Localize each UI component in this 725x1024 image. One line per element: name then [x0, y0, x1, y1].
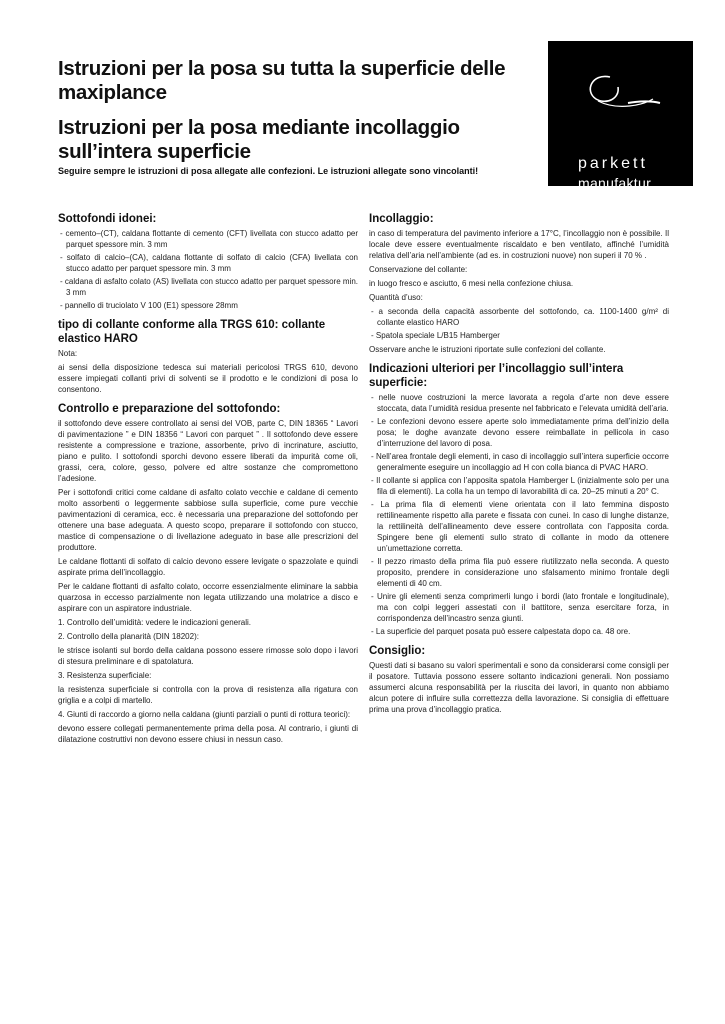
- parkett-manufaktur-logo: [548, 41, 693, 201]
- list-item: - Unire gli elementi senza comprimerli lungo i bordi (lato frontale e longitudinale), ma con colpi leggeri assestati con il battitore, senza esercitare forza, in corrispondenza dell’incastro senza giunti.: [369, 591, 669, 624]
- quantita-label: Quantità d’uso:: [369, 293, 423, 302]
- conservazione-label: Conservazione del collante:: [369, 265, 468, 274]
- step-planarita: 2. Controllo della planarità (DIN 18202):: [58, 632, 199, 641]
- heading-consiglio: Consiglio:: [369, 645, 426, 657]
- list-item: - Nell’area frontale degli elementi, in caso di incollaggio sull’intera superficie occorre generalmente eseguire un incollaggio ad H con colla bianca di PVAC HARO.: [369, 451, 669, 473]
- step-resistenza: 3. Resistenza superficiale:: [58, 671, 152, 680]
- list-item: - Il pezzo rimasto della prima fila può essere riutilizzato nella seconda. A questo proposito, prendere in considerazione uno sfalsamento minimo frontale degli elementi di 40 cm.: [369, 556, 669, 589]
- list-item: - Le confezioni devono essere aperte solo immediatamente prima dell’inizio della posa; le doghe avanzate devono essere reimballate in pellicola in caso d’interruzione del lavoro di posa.: [369, 416, 669, 449]
- list-item: - caldana di asfalto colato (AS) livellata con stucco adatto per parquet spessore min. 3 mm: [58, 276, 358, 298]
- step-giunti: 4. Giunti di raccordo a giorno nella caldana (giunti parziali o punti di rottura teorici):: [58, 710, 351, 719]
- heading-incollaggio: Incollaggio:: [369, 213, 434, 225]
- heading-sottofondi: Sottofondi idonei:: [58, 213, 157, 225]
- list-item: - solfato di calcio–(CA), caldana flottante di solfato di calcio (CFA) livellata con stucco adatto per parquet spessore min. 3 mm: [58, 252, 358, 274]
- list-item: - pannello di truciolato V 100 (E1) spessore 28mm: [58, 300, 358, 311]
- nota-text: ai sensi della disposizione tedesca sui materiali pericolosi TRGS 610, devono essere impiegati collanti privi di solventi se il prodotto e le condizioni di posa lo consentono.: [58, 363, 358, 394]
- title-maxiplance: Istruzioni per la posa su tutta la superficie delle maxiplance: [58, 57, 506, 104]
- list-item: - a seconda della capacità assorbente del sottofondo, ca. 1100-1400 g/m² di collante elastico HARO: [369, 306, 669, 328]
- heading-controllo: Controllo e preparazione del sottofondo:: [58, 403, 281, 415]
- nota-label: Nota:: [58, 349, 78, 358]
- paragraph: Per le caldane flottanti di asfalto colato, occorre essenzialmente eliminare la sabbia quarzosa in eccesso parzialmente non legata utilizzando una molatrice a disco e aspirare con un aspiratore industriale.: [58, 582, 358, 613]
- paragraph: Per i sottofondi critici come caldane di asfalto colato vecchie e caldane di cemento molto assorbenti o leggermente sabbiose sulla superficie, come pure vecchie pavimentazioni di ceramica, ecc. è necessaria una preparazione del sottofondo per ottenere una base adeguata. A questo scopo, preparare il sottofondo con stucco, mastice di compensazione o di livellazione adeguato in base alle prescrizioni del produttore.: [58, 488, 358, 552]
- title-incollaggio: Istruzioni per la posa mediante incollaggio sull’intera superficie: [58, 116, 460, 163]
- paragraph: devono essere collegati permanentemente prima della posa. Al contrario, i giunti di dilatazione costruttivi non devono essere chiusi in nessun caso.: [58, 724, 358, 744]
- right-column: [369, 212, 669, 718]
- notice-text: Seguire sempre le istruzioni di posa allegate alle confezioni. Le istruzioni allegate sono vincolanti!: [58, 166, 479, 176]
- list-item: - cemento–(CT), caldana flottante di cemento (CFT) livellata con stucco adatto per parquet spessore min. 3 mm: [58, 228, 358, 250]
- paragraph: le strisce isolanti sul bordo della caldana possono essere rimosse solo dopo i lavori di stesura preliminare e di spatolatura.: [58, 646, 358, 666]
- paragraph: il sottofondo deve essere controllato ai sensi del VOB, parte C, DIN 18365 “ Lavori di pavimentazione ” e DIN 18356 “ Lavori con parquet ” . Il sottofondo deve essere resistente a compressione e trazione, assorbente, privo di incrinature, asciutto, piano e pulito. I sottofondi sporchi devono essere liberati da impurità come oli, grassi, cera, colore, gesso, polvere ed altre sostanze che compromettono l’adesione.: [58, 419, 358, 483]
- list-item: - Il collante si applica con l’apposita spatola Hamberger L (inizialmente solo per una fila di elementi). La colla ha un tempo di lavorabilità di ca. 20–25 minuti a 20° C.: [369, 475, 669, 497]
- list-item: - La prima fila di elementi viene orientata con il lato femmina disposto rettilineamente rispetto alla parete e fissata con cunei. In caso di lunghe distanze, la rettilineità dell’allineamento deve essere controllata con l’apposita corda. Spingere bene gli elementi sullo strato di collante in modo da ottenere un’umettazione corretta.: [369, 499, 669, 554]
- paragraph: Le caldane flottanti di solfato di calcio devono essere levigate o spazzolate e quindi aspirate prima dell’incollaggio.: [58, 557, 358, 577]
- logo-line-manufaktur: manufaktur: [578, 175, 652, 191]
- left-column: [58, 212, 358, 748]
- step-umidita: 1. Controllo dell’umidità: vedere le indicazioni generali.: [58, 618, 251, 627]
- indicazioni-list: [369, 392, 669, 637]
- logo-line-parkett: parkett: [578, 155, 648, 172]
- paragraph: in luogo fresco e asciutto, 6 mesi nella confezione chiusa.: [369, 279, 574, 288]
- heading-collante: tipo di collante conforme alla TRGS 610: collante elastico HARO: [58, 319, 326, 345]
- paragraph: Osservare anche le istruzioni riportate sulle confezioni del collante.: [369, 345, 606, 354]
- quantita-list: [369, 306, 669, 341]
- paragraph: la resistenza superficiale si controlla con la prova di resistenza alla rigatura con griglia e a colpi di martello.: [58, 685, 358, 705]
- list-item: - La superficie del parquet posata può essere calpestata dopo ca. 48 ore.: [369, 626, 669, 637]
- sottofondi-list: [58, 228, 358, 311]
- list-item: - Spatola speciale L/B15 Hamberger: [369, 330, 669, 341]
- paragraph: Questi dati si basano su valori sperimentali e sono da considerarsi come consigli per il posatore. Tuttavia possono essere soltanto indicazioni generali. Non possiamo assumerci alcuna responsabilità per la riuscita dei lavori, in quanto non abbiamo alcun potere di influire sulla correttezza della lavorazione. Si consiglia di effettuare prima una prova d’incollaggio pratica.: [369, 661, 669, 714]
- logo-line-byharo: by HARO: [578, 195, 604, 201]
- list-item: - nelle nuove costruzioni la merce lavorata a regola d’arte non deve essere stoccata, data l’umidità residua presente nel fabbricato e l’elevata umidità dell’aria.: [369, 392, 669, 414]
- paragraph: in caso di temperatura del pavimento inferiore a 17°C, l’incollaggio non è possibile. Il locale deve essere eventualmente riscaldato e ben ventilato, affinché l’umidità relativa dell’aria nell’ambiente (ad es. in costruzioni nuove) non superi il 70 % .: [369, 229, 669, 260]
- heading-indicazioni: Indicazioni ulteriori per l’incollaggio sull’intera superficie:: [369, 363, 624, 389]
